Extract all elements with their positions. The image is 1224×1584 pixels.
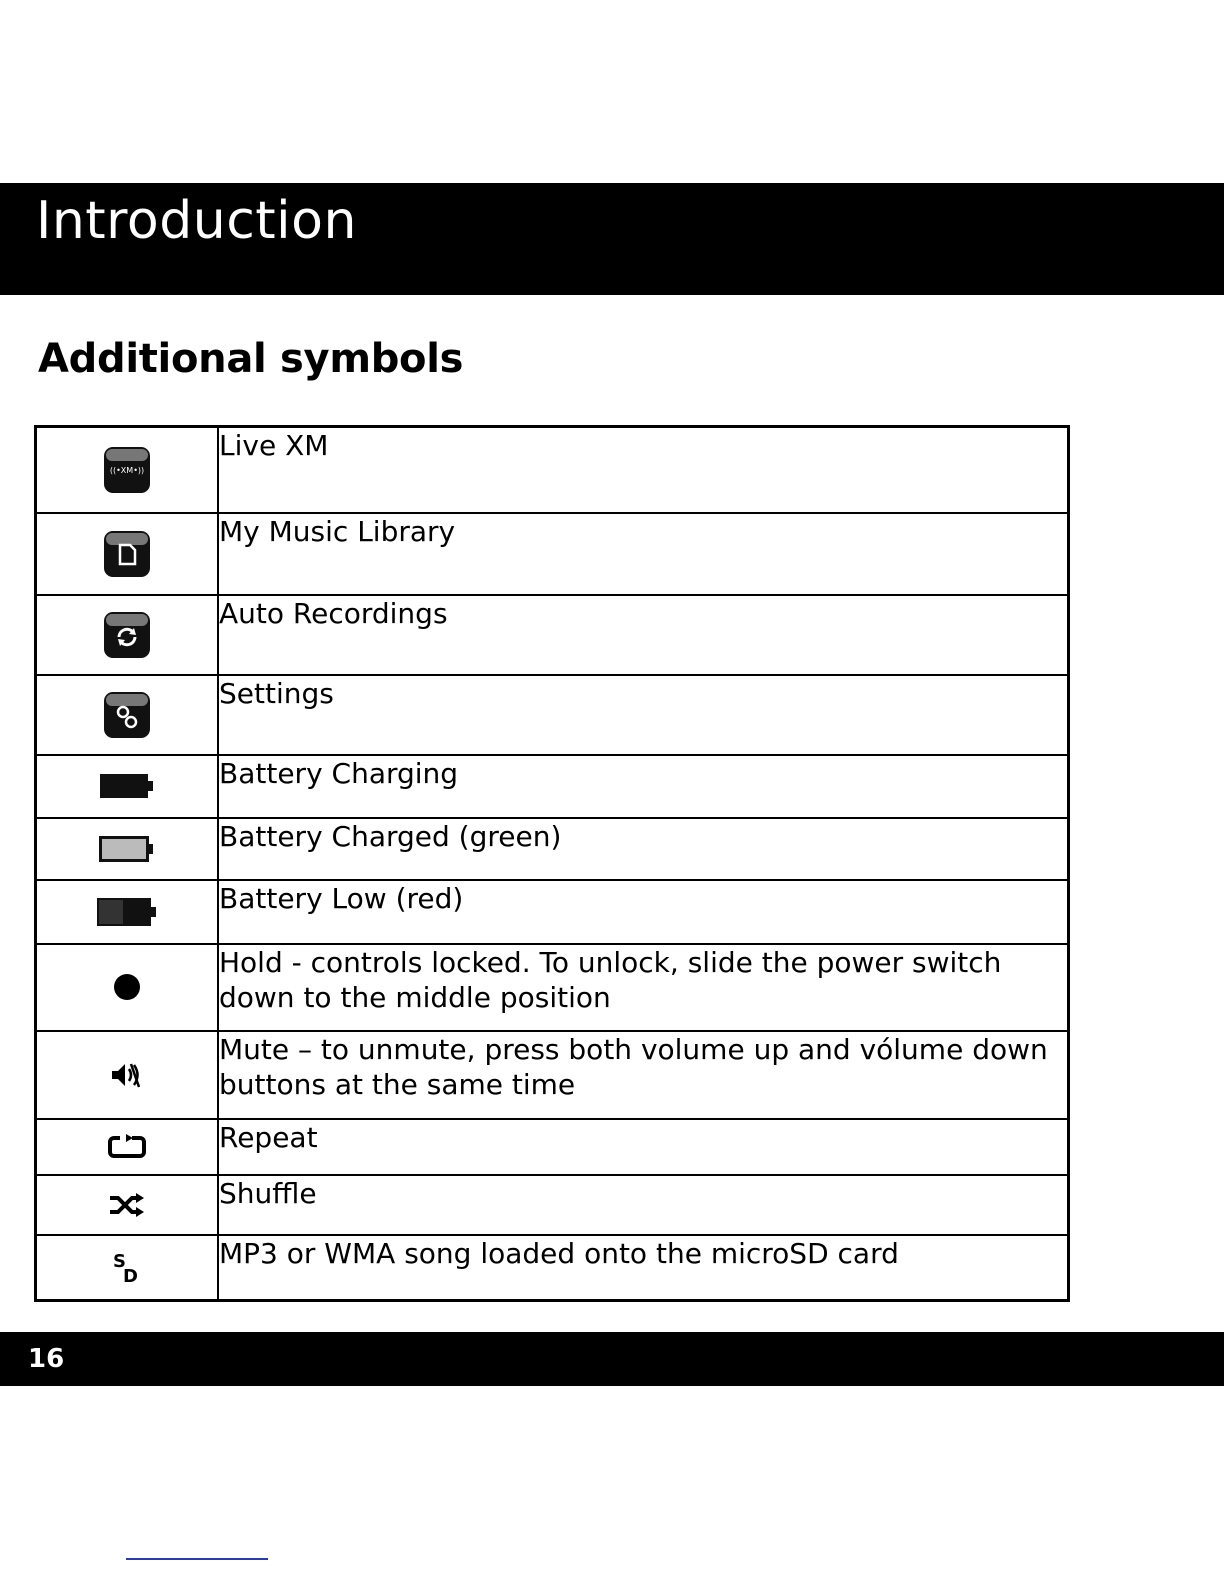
symbol-icon-cell: [36, 1119, 219, 1175]
section-title: Additional symbols: [38, 336, 464, 382]
battery-charged-icon: [99, 836, 155, 862]
mute-icon: [110, 1060, 144, 1090]
symbol-label: Auto Recordings: [218, 595, 1069, 675]
hold-icon: [113, 973, 141, 1001]
page-footer: [0, 1332, 1224, 1386]
table-row: [36, 1119, 1069, 1175]
table-row: [36, 944, 1069, 1031]
symbol-icon-cell: [36, 595, 219, 675]
symbol-icon-cell: [36, 427, 219, 513]
live-xm-icon: [103, 446, 151, 494]
auto-recordings-icon: [103, 611, 151, 659]
svg-text:S: S: [113, 1251, 126, 1273]
symbol-icon-cell: [36, 755, 219, 818]
symbol-icon-cell: [36, 1175, 219, 1235]
page-number: 16: [28, 1344, 65, 1374]
chapter-title: Introduction: [36, 191, 357, 251]
symbol-label: Live XM: [218, 427, 1069, 513]
symbol-label: Battery Charged (green): [218, 818, 1069, 880]
chapter-banner: [0, 183, 1224, 295]
symbol-label: Mute – to unmute, press both volume up and vólume down buttons at the same time: [218, 1031, 1069, 1119]
table-row: [36, 1031, 1069, 1119]
svg-text:D: D: [123, 1266, 138, 1286]
symbols-table: [34, 425, 1070, 1302]
table-row: [36, 755, 1069, 818]
repeat-icon: [108, 1134, 146, 1160]
table-row: [36, 1175, 1069, 1235]
symbol-label: Settings: [218, 675, 1069, 755]
symbol-icon-cell: [36, 1235, 219, 1301]
microsd-icon: [110, 1249, 144, 1285]
symbol-icon-cell: [36, 818, 219, 880]
symbol-icon-cell: [36, 880, 219, 944]
live-xm-icon-glyph: ((•XM•)): [109, 465, 145, 475]
symbol-label: Battery Low (red): [218, 880, 1069, 944]
symbol-label: MP3 or WMA song loaded onto the microSD card: [218, 1235, 1069, 1301]
table-row: [36, 427, 1069, 513]
symbol-label: Hold - controls locked. To unlock, slide the power switch down to the middle position: [218, 944, 1069, 1031]
symbol-icon-cell: [36, 675, 219, 755]
scan-artifact-line: [126, 1558, 268, 1560]
table-row: [36, 818, 1069, 880]
symbol-label: Battery Charging: [218, 755, 1069, 818]
table-row: [36, 1235, 1069, 1301]
symbol-label: Repeat: [218, 1119, 1069, 1175]
battery-charging-icon: [99, 773, 155, 799]
symbol-label: My Music Library: [218, 513, 1069, 595]
table-row: [36, 880, 1069, 944]
table-row: [36, 595, 1069, 675]
symbol-icon-cell: [36, 944, 219, 1031]
shuffle-icon: [108, 1192, 146, 1218]
symbol-icon-cell: [36, 513, 219, 595]
table-row: [36, 513, 1069, 595]
symbol-icon-cell: [36, 1031, 219, 1119]
settings-icon: [103, 691, 151, 739]
symbol-label: Shuffle: [218, 1175, 1069, 1235]
battery-low-icon: [96, 897, 158, 927]
music-library-icon: [103, 530, 151, 578]
table-row: [36, 675, 1069, 755]
